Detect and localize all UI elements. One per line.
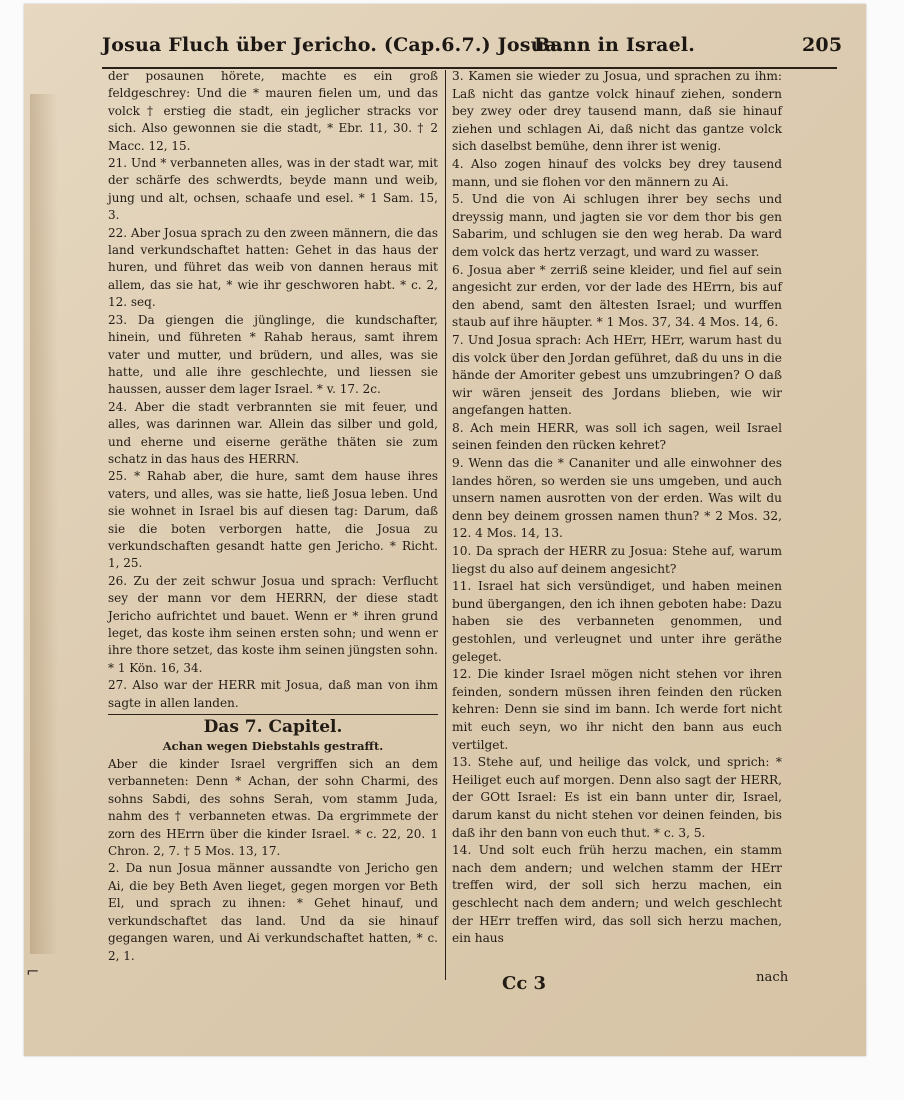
verse-paragraph: 12. Die kinder Israel mögen nicht stehen vor ihren feinden, sondern müssen ihren feinden den rücken kehren: Denn sie sind im bann. Ich werde fort nicht mit euch seyn, wo ihr nicht den bann aus euch vertilget. — [452, 667, 782, 752]
verse-paragraph: 4. Also zogen hinauf des volcks bey drey tausend mann, und sie flohen vor den männern zu Ai. — [452, 156, 782, 189]
pencil-mark-icon: ⌐ — [26, 962, 40, 981]
verse-paragraph: Aber die kinder Israel vergriffen sich an dem verbanneten: Denn * Achan, der sohn Charmi, des sohns Sabdi, des sohns Serah, vom stamm Juda, nahm des † verbanneten etwas. Da ergrimmete der zorn des HErrn über die kinder Israel. * c. 22, 20. 1 Chron. 2, 7. † 5 Mos. 13, 17. — [108, 757, 438, 859]
verse-paragraph: 11. Israel hat sich versündiget, und haben meinen bund übergangen, den ich ihnen geboten habe: Dazu haben sie des verbanneten genommen, und gestohlen, und verleugnet und unter ihre geräthe geleget. — [452, 579, 782, 664]
catchword: nach — [756, 970, 789, 985]
verse-paragraph: 27. Also war der HERR mit Josua, daß man von ihm sagte in allen landen. — [108, 678, 438, 710]
verse-paragraph: 7. Und Josua sprach: Ach HErr, HErr, warum hast du dis volck über den Jordan geführet, daß du uns in die hände der Amoriter gebest uns umzubringen? O daß wir wären jenseit des Jordans blieben, wie wir angefangen hatten. — [452, 332, 782, 418]
verse-paragraph: 6. Josua aber * zerriß seine kleider, und fiel auf sein angesicht zur erden, vor der lade des HErrn, bis auf den abend, samt den ältesten Israel; und wurffen staub auf ihre häupter. * 1 Mos. 37, 34. 4 Mos. 14, 6. — [452, 262, 782, 330]
chapter-rule — [108, 714, 438, 715]
verse-paragraph: 23. Da giengen die jünglinge, die kundschafter, hinein, und führeten * Rahab heraus, samt ihrem vater und mutter, und brüdern, und alles, was sie hatte, und alle ihre geschlechte, und liessen sie haussen, ausser dem lager Israel. * v. 17. 2c. — [108, 312, 438, 397]
verse-paragraph: 25. * Rahab aber, die hure, samt dem hause ihres vaters, und alles, was sie hatte, ließ Josua leben. Und sie wohnet in Israel bis auf diesen tag: Darum, daß sie die boten verborgen hatte, die Josua zu verkundschaften gesandt hatte gen Jericho. * Richt. 1, 25. — [108, 469, 438, 571]
verse-paragraph: 26. Zu der zeit schwur Josua und sprach: Verflucht sey der mann vor dem HERRN, der diese stadt Jericho aufrichtet und bauet. Wenn er * ihren grund leget, das koste ihm seinen ersten sohn; und wenn er ihre thore setzet, das koste ihm seinen jüngsten sohn. * 1 Kön. 16, 34. — [108, 573, 438, 675]
chapter-summary: Achan wegen Diebstahls gestrafft. — [162, 739, 384, 754]
verse-paragraph: 3. Kamen sie wieder zu Josua, und sprachen zu ihm: Laß nicht das gantze volck hinauf ziehen, sondern bey zwey oder drey tausend mann, daß sie hinauf ziehen und schlagen Ai, daß nicht das gantze volck sich daselbst bemühe, denn ihrer ist wenig. — [452, 69, 782, 154]
verse-paragraph: 21. Und * verbanneten alles, was in der stadt war, mit der schärfe des schwerdts, beyde mann und weib, jung und alt, ochsen, schaafe und esel. * 1 Sam. 15, 3. — [108, 156, 438, 223]
verse-paragraph: 14. Und solt euch früh herzu machen, ein stamm nach dem andern; und welchen stamm der HErr treffen wird, der soll sich herzu machen, ein geschlecht nach dem andern; und welch geschlecht der HErr treffen wird, das soll sich herzu machen, ein haus — [452, 843, 782, 946]
verse-paragraph: 8. Ach mein HERR, was soll ich sagen, weil Israel seinen feinden den rücken kehret? — [452, 420, 782, 453]
verse-paragraph: 13. Stehe auf, und heilige das volck, und sprich: * Heiliget euch auf morgen. Denn also sagt der HERR, der GOtt Israel: Es ist ein bann unter dir, Israel, darum kanst du nicht stehen vor deinen feinden, bis daß ihr den bann von euch thut. * c. 3, 5. — [452, 755, 782, 840]
signature-mark: Cc 3 — [502, 973, 547, 994]
verse-paragraph: 2. Da nun Josua männer aussandte von Jericho gen Ai, die bey Beth Aven lieget, gegen morgen vor Beth El, und sprach zu ihnen: * Gehet hinauf, und verkundschaftet das land. Und da sie hinauf gegangen waren, und Ai verkundschaftet hatten, * c. 2, 1. — [108, 861, 438, 963]
verse-paragraph: 9. Wenn das die * Cananiter und alle einwohner des landes hören, so werden sie uns umgeben, und auch unsern namen ausrotten von der erden. Was wilt du denn bey deinem grossen namen thun? * 2 Mos. 32, 12. 4 Mos. 14, 13. — [452, 456, 782, 541]
header-left: Josua Fluch über Jericho. (Cap.6.7.) Josua. — [102, 34, 564, 56]
book-page — [24, 4, 866, 1056]
verse-paragraph: 22. Aber Josua sprach zu den zween männern, die das land verkundschaftet hatten: Gehet in das haus der huren, und führet das weib von dannen heraus mit allem, das sie hat, * wie ihr geschworen habt. * c. 2, 12. seq. — [108, 225, 438, 310]
verse-paragraph: der posaunen hörete, machte es ein groß feldgeschrey: Und die * mauren fielen um, und das volck † erstieg die stadt, ein jeglicher stracks vor sich. Also gewonnen sie die stadt, * Ebr. 11, 30. † 2 Macc. 12, 15. — [108, 69, 438, 153]
running-header — [102, 34, 844, 66]
paper-stain — [30, 94, 58, 954]
left-column — [108, 68, 438, 965]
chapter-title: Das 7. Capitel. — [203, 717, 343, 738]
header-center: Bann in Israel. — [534, 34, 696, 56]
verse-paragraph: 24. Aber die stadt verbrannten sie mit feuer, und alles, was darinnen war. Allein das silber und gold, und eherne und eiserne geräthe thäten sie zum schatz in das haus des HERRN. — [108, 399, 438, 466]
verse-paragraph: 10. Da sprach der HERR zu Josua: Stehe auf, warum liegst du also auf deinem angesicht? — [452, 544, 782, 576]
column-divider — [445, 70, 446, 980]
right-column — [452, 68, 782, 948]
verse-paragraph: 5. Und die von Ai schlugen ihrer bey sechs und dreyssig mann, und jagten sie vor dem thor bis gen Sabarim, und schlugen sie den weg herab. Da ward dem volck das hertz verzagt, und ward zu wasser. — [452, 192, 782, 259]
page-number: 205 — [802, 34, 843, 56]
